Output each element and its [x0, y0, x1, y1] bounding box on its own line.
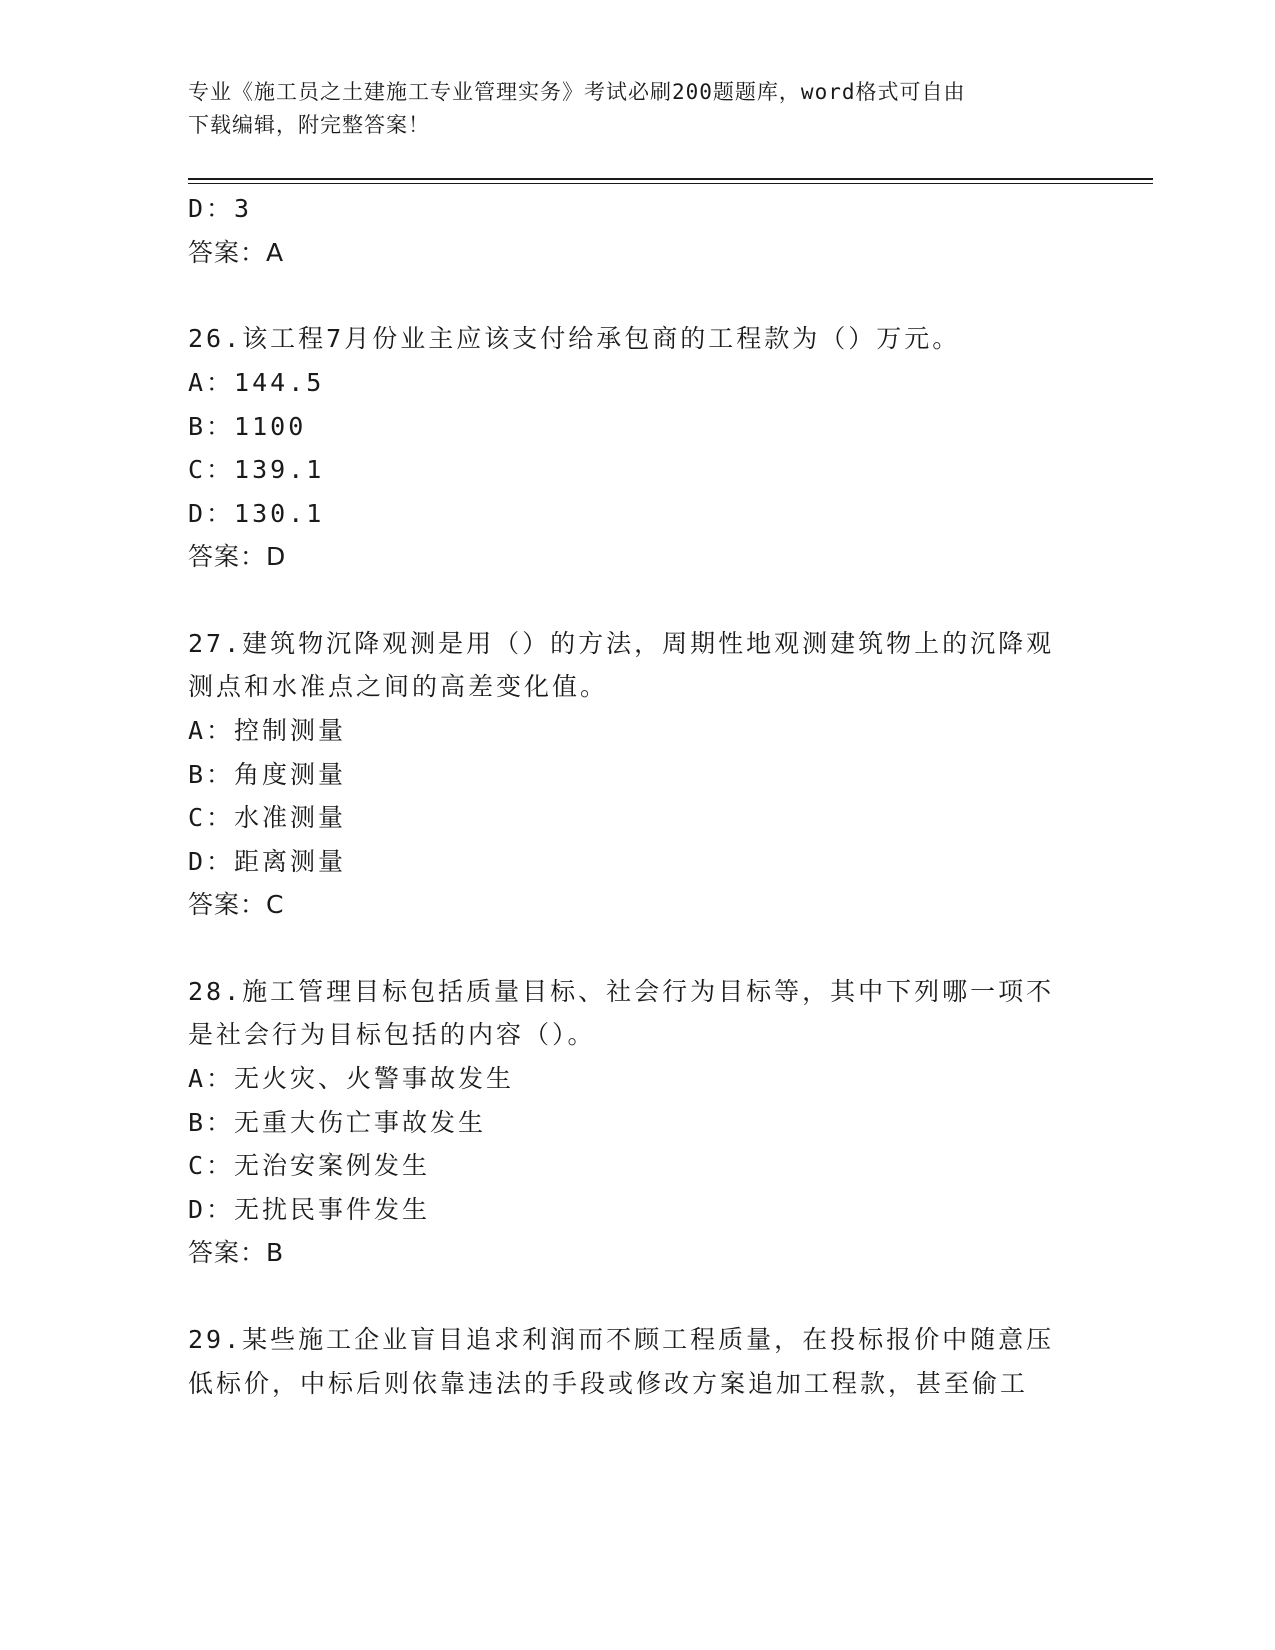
header-title-line-1: 专业《施工员之土建施工专业管理实务》考试必刷200题题库，word格式可自由: [188, 80, 966, 104]
option-c: C：无治安案例发生: [188, 1151, 431, 1180]
option-d: D：距离测量: [188, 847, 347, 876]
option-b: B：无重大伤亡事故发生: [188, 1108, 487, 1137]
answer-line: 答案：C: [188, 890, 285, 919]
question-stem: 26.该工程7月份业主应该支付给承包商的工程款为（）万元。: [188, 324, 961, 353]
document-header: [188, 76, 1088, 142]
question-stem-continued: 是社会行为目标包括的内容（）。: [188, 1020, 596, 1049]
question-stem: 29.某些施工企业盲目追求利润而不顾工程质量，在投标报价中随意压: [188, 1325, 1055, 1354]
option-b: B：角度测量: [188, 760, 347, 789]
option-b: B：1100: [188, 412, 307, 441]
option-a: A：控制测量: [188, 716, 347, 745]
question-stem-continued: 测点和水准点之间的高差变化值。: [188, 672, 609, 701]
question-stem-continued: 低标价，中标后则依靠违法的手段或修改方案追加工程款，甚至偷工: [188, 1369, 1029, 1398]
question-stem: 28.施工管理目标包括质量目标、社会行为目标等，其中下列哪一项不: [188, 977, 1055, 1006]
option-c: C：水准测量: [188, 803, 347, 832]
question-stem: 27.建筑物沉降观测是用（）的方法，周期性地观测建筑物上的沉降观: [188, 629, 1055, 658]
option-a: A：144.5: [188, 368, 325, 397]
answer-line: 答案：D: [188, 542, 287, 571]
header-rule-thick: [188, 178, 1153, 180]
header-title-line-2: 下载编辑，附完整答案！: [188, 113, 430, 137]
option-d: D：3: [188, 194, 253, 223]
header-rule-thin: [188, 183, 1153, 184]
answer-line: 答案：B: [188, 1238, 285, 1267]
answer-line: 答案：A: [188, 238, 285, 267]
option-d: D：无扰民事件发生: [188, 1195, 431, 1224]
option-d: D：130.1: [188, 499, 325, 528]
option-c: C：139.1: [188, 455, 325, 484]
option-a: A：无火灾、火警事故发生: [188, 1064, 515, 1093]
